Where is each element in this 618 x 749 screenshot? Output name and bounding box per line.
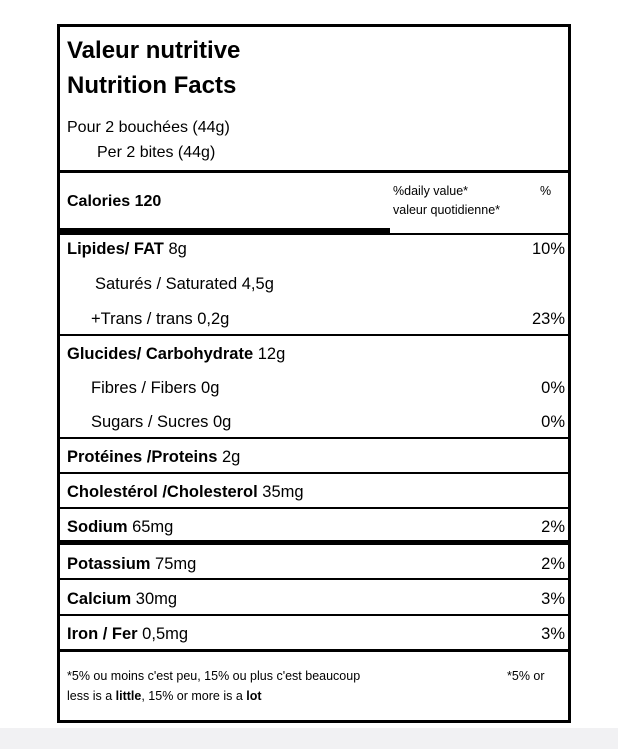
- divider-calories: [60, 233, 568, 235]
- sodium-amount: 65mg: [127, 518, 174, 536]
- divider-protein: [60, 472, 568, 474]
- serving-size-french: Pour 2 bouchées (44g): [67, 119, 230, 136]
- divider-cholesterol: [60, 507, 568, 509]
- saturated-label: Saturés / Saturated 4,5g: [95, 275, 274, 293]
- footnote-right: *5% or: [507, 669, 545, 683]
- protein-amount: 2g: [217, 448, 241, 466]
- daily-value-header-en: %daily value*: [393, 184, 469, 198]
- footnote-en-lot: lot: [246, 689, 262, 703]
- footnote-en-little: little: [115, 689, 142, 703]
- divider-calcium: [60, 614, 568, 616]
- daily-value-header-fr: valeur quotidienne*: [393, 203, 501, 217]
- sugars-label: Sugars / Sucres 0g: [91, 413, 232, 431]
- potassium-label: Potassium: [67, 555, 151, 573]
- divider-potassium: [60, 578, 568, 580]
- sodium-label: Sodium: [67, 518, 128, 536]
- iron-label: Iron / Fer: [67, 625, 138, 643]
- divider-sodium-thick: [60, 540, 568, 545]
- potassium-amount: 75mg: [150, 555, 197, 573]
- iron-amount: 0,5mg: [137, 625, 189, 643]
- carbohydrate-label: Glucides/ Carbohydrate: [67, 345, 254, 363]
- serving-size-english: Per 2 bites (44g): [97, 144, 216, 161]
- title-french: Valeur nutritive: [67, 37, 241, 64]
- trans-label: +Trans / trans 0,2g: [91, 310, 230, 328]
- carbohydrate-amount: 12g: [253, 345, 286, 363]
- fibre-percent: 0%: [541, 379, 565, 397]
- fat-percent: 10%: [531, 240, 565, 258]
- bottom-strip: [0, 728, 618, 749]
- calcium-label: Calcium: [67, 590, 132, 608]
- title-english: Nutrition Facts: [67, 72, 237, 99]
- footnote-english: [67, 689, 262, 703]
- fat-label: Lipides/ FAT: [67, 240, 164, 258]
- divider-carbohydrate: [60, 437, 568, 439]
- daily-value-percent-symbol: %: [540, 184, 552, 198]
- protein-label: Protéines /Proteins: [67, 448, 218, 466]
- divider-iron: [60, 649, 568, 652]
- potassium-percent: 2%: [541, 555, 565, 573]
- divider-fat: [60, 334, 568, 336]
- footnote-en-part2: , 15% or more is a: [141, 689, 247, 703]
- sodium-percent: 2%: [541, 518, 565, 536]
- calories: Calories 120: [67, 193, 162, 210]
- fat-amount: 8g: [163, 240, 187, 258]
- cholesterol-label: Cholestérol /Cholesterol: [67, 483, 258, 501]
- calcium-percent: 3%: [541, 590, 565, 608]
- calcium-amount: 30mg: [131, 590, 178, 608]
- divider-serving: [60, 170, 568, 173]
- cholesterol-amount: 35mg: [257, 483, 304, 501]
- footnote-en-part1: less is a: [67, 689, 116, 703]
- trans-percent: 23%: [531, 310, 565, 328]
- fibre-label: Fibres / Fibers 0g: [91, 379, 220, 397]
- iron-percent: 3%: [541, 625, 565, 643]
- sugars-percent: 0%: [541, 413, 565, 431]
- footnote-french: *5% ou moins c'est peu, 15% ou plus c'est beaucoup: [67, 669, 361, 683]
- nutrition-facts-label: [57, 24, 571, 723]
